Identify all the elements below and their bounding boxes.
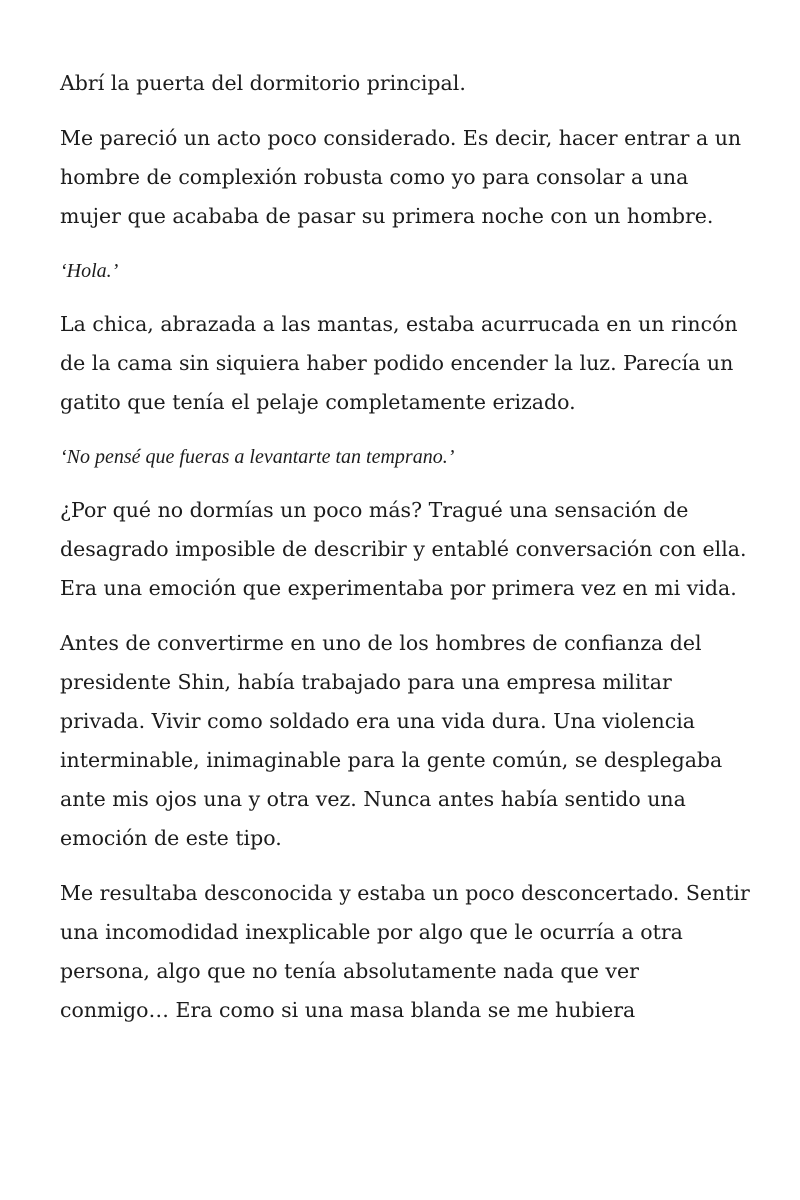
paragraph-opening-door: Abrí la puerta del dormitorio principal.: [60, 71, 466, 95]
italic-line-early-wake: ‘No pensé que fueras a levantarte tan temprano.’: [60, 446, 455, 468]
paragraph-unfamiliar-emotion: Me resultaba desconocida y estaba un poco desconcertado. Sentir una incomodidad inexplicable por algo que le ocurría a otra persona, algo que no tenía absolutamente nada que ver conmigo… Era como si una masa blanda se me hubiera: [60, 881, 750, 1022]
italic-line-greeting: ‘Hola.’: [60, 260, 119, 282]
paragraph-girl-in-corner: La chica, abrazada a las mantas, estaba acurrucada en un rincón de la cama sin siquiera haber podido encender la luz. Parecía un gatito que tenía el pelaje completamente erizado.: [60, 312, 738, 414]
paragraph-inconsiderate-act: Me pareció un acto poco considerado. Es decir, hacer entrar a un hombre de complexión robusta como yo para consolar a una mujer que acababa de pasar su primera noche con un hombre.: [60, 126, 742, 228]
paragraph-military-past: Antes de convertirme en uno de los hombres de confianza del presidente Shin, había trabajado para una empresa militar privada. Vivir como soldado era una vida dura. Una violencia interminable, inimaginable para la gente común, se desplegaba ante mis ojos una y otra vez. Nunca antes había sentido una emoción de este tipo.: [60, 631, 723, 850]
reading-page: [60, 64, 750, 1046]
paragraph-unpleasant-feeling: ¿Por qué no dormías un poco más? Tragué una sensación de desagrado imposible de describir y entablé conversación con ella. Era una emoción que experimentaba por primera vez en mi vida.: [60, 498, 747, 600]
